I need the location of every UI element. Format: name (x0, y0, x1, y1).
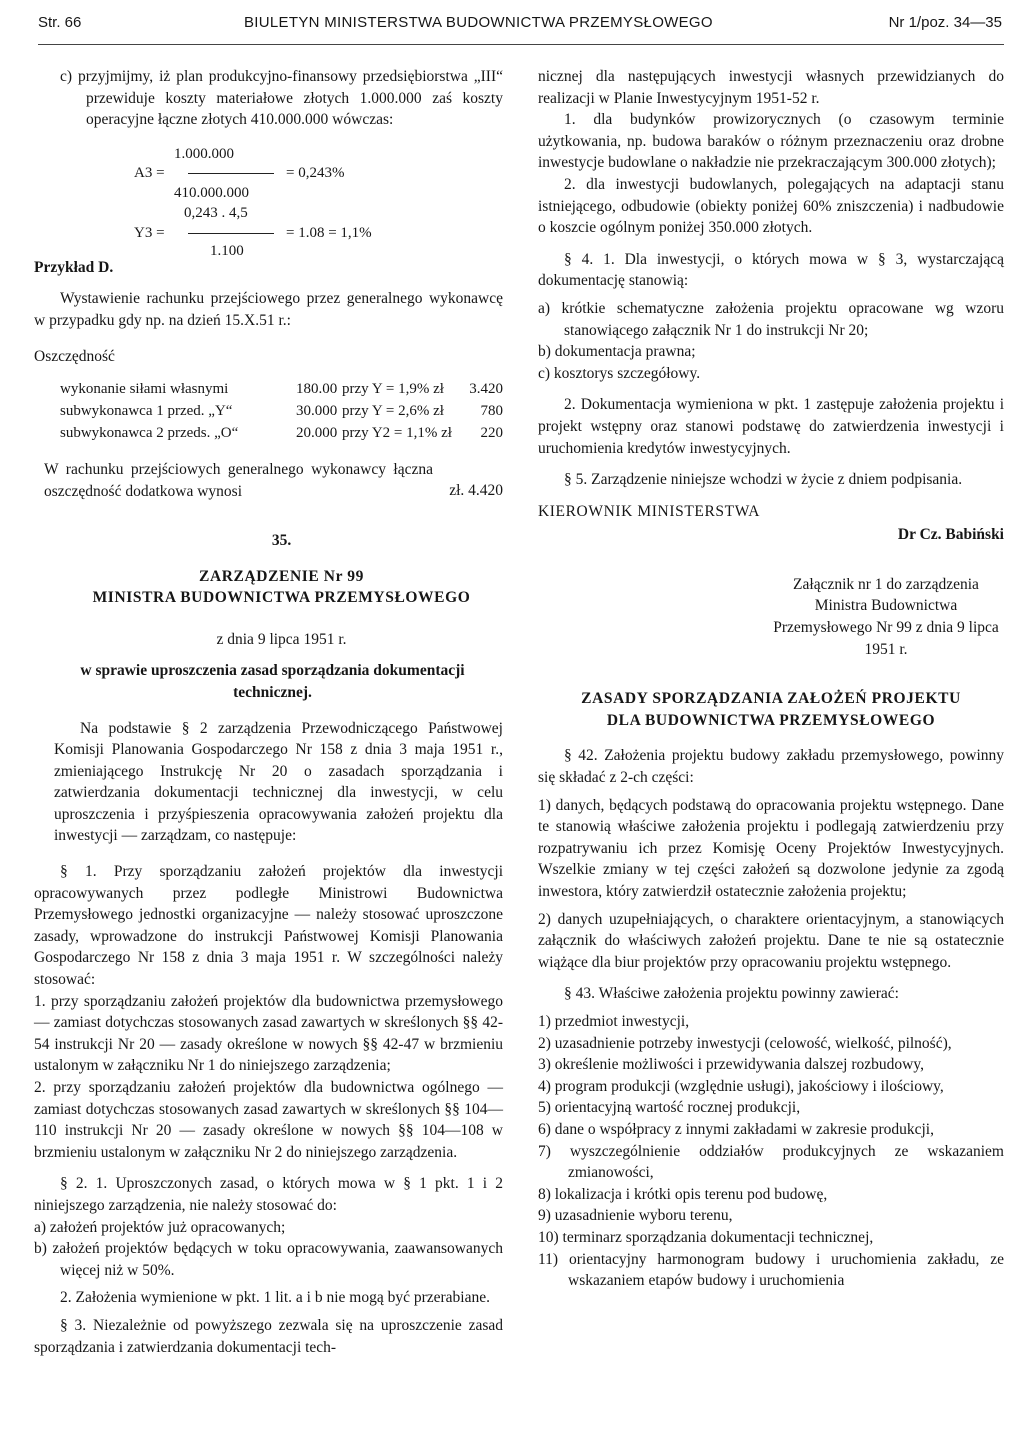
list-item: 3) określenie możliwości i przewidywania dalszej rozbudowy, (538, 1056, 924, 1074)
section-42-point-1: 1) danych, będących podstawą do opracowania projektu wstępnego. Dane te stanowią właściwe założenia projektu i podlegają zatwierdzeniu przy rozpatrywaniu ich przez Komisję Oceny Projektów Inwestycyjnych. Wszelkie zmiany w tej części założeń są dozwolone jedynie za zgodą inwestora, który zatwierdził ostatecznie założenia projektu; (538, 796, 1004, 900)
savings-table (60, 379, 503, 445)
paragraph-3: § 3. Niezależnie od powyższego zezwala się na uproszczenie zasad sporządzania i zatwierdzania dokumentacji tech- (34, 1316, 503, 1356)
annex-title-line-1: ZASADY SPORZĄDZANIA ZAŁOŻEŃ PROJEKTU (581, 690, 961, 708)
list-item: 8) lokalizacja i krótki opis terenu pod budowę, (538, 1185, 828, 1203)
y3-denominator: 1.100 (210, 242, 244, 259)
order-subject: w sprawie uproszczenia zasad sporządzania dokumentacji technicznej. (80, 662, 465, 701)
paragraph-4-b: b) dokumentacja prawna; (538, 343, 696, 361)
paragraph-2: § 2. 1. Uproszczonych zasad, o których mowa w § 1 pkt. 1 i 2 niniejszego zarządzenia, nie należy stosować do: (34, 1175, 503, 1214)
paragraph-1-item-1: 1. przy sporządzaniu założeń projektów dla budownictwa przemysłowego — zamiast dotychczas stosowanych zasad zawartych w skreślonych §§ 42-54 instrukcji Nr 20 — zasady określone w nowych §§ 42-47 w brzmieniu ustalonym w załączniku Nr 1 do niniejszego zarządzenia; (34, 992, 503, 1075)
example-d-label: Przykład D. (34, 258, 114, 276)
list-item: 1) przedmiot inwestycji, (538, 1012, 690, 1030)
list-item: 9) uzasadnienie wyboru terenu, (538, 1207, 733, 1225)
table-row: subwykonawca 2 przeds. „O“ 20.000 przy Y2 = 1,1% zł 220 (60, 425, 503, 442)
running-header (0, 8, 1024, 34)
paragraph-4: § 4. 1. Dla inwestycji, o których mowa w § 3, wystarczającą dokumentację stanowią: (538, 250, 1004, 290)
list-item: 5) orientacyjną wartość rocznej produkcji, (538, 1099, 801, 1117)
savings-total-text: W rachunku przejściowych generalnego wykonawcy łączna oszczędność dodatkowa wynosi (44, 461, 433, 500)
example-c-text: c) przyjmijmy, iż plan produkcyjno-finansowy przedsiębiorstwa „III“ przewiduje koszty materiałowe złotych 1.000.000 zaś koszty operacyjne łączne złotych 410.000.000 wówczas: (60, 68, 503, 129)
list-item: 7) wyszczególnienie oddziałów produkcyjnych ze wskazaniem zmianowości, (538, 1142, 1004, 1182)
y3-result: = 1.08 = 1,1% (286, 224, 372, 241)
y3-numerator: 0,243 . 4,5 (184, 204, 248, 221)
paragraph-4-a: a) krótkie schematyczne założenia projektu opracowane wg wzoru stanowiącego załącznik Nr 1 do instrukcji Nr 20; (538, 299, 1004, 339)
continuation-text: nicznej dla następujących inwestycji własnych przewidzianych do realizacji w Planie Inwestycyjnym 1951-52 r. (538, 68, 1004, 107)
y3-fraction-line (188, 233, 274, 234)
paragraph-2-a: a) założeń projektów już opracowanych; (34, 1218, 286, 1236)
order-issuer: MINISTRA BUDOWNICTWA PRZEMYSŁOWEGO (92, 589, 471, 607)
table-row: subwykonawca 1 przed. „Y“ 30.000 przy Y = 2,6% zł 780 (60, 403, 503, 420)
table-row: wykonanie siłami własnymi 180.00 przy Y = 1,9% zł 3.420 (60, 381, 503, 398)
list-item: 10) terminarz sporządzania dokumentacji technicznej, (538, 1228, 874, 1246)
paragraph-4-point-2: 2. Dokumentacja wymieniona w pkt. 1 zastępuje założenia projektu i projekt wstępny oraz stanowi podstawę do zatwierdzenia inwestycji i uruchomienia kredytów inwestycyjnych. (538, 396, 1004, 457)
page-number: Str. 66 (38, 14, 82, 31)
example-d-text: Wystawienie rachunku przejściowego przez generalnego wykonawcę w przypadku gdy np. na dzień 15.X.51 r.: (34, 290, 503, 329)
paragraph-1-item-2: 2. przy sporządzaniu założeń projektów dla budownictwa ogólnego — zamiast dotychczas stosowanych zasad zawartych w skreślonych §§ 104—110 instrukcji Nr 20 — zasady określone w nowych §§ 104—108 w brzmieniu ustalonym w załączniku Nr 2 do niniejszego zarządzenia. (34, 1079, 503, 1161)
paragraph-4-c: c) kosztorys szczegółowy. (538, 364, 701, 382)
right-point-2: 2. dla inwestycji budowlanych, polegających na adaptacji stanu istniejącego, odbudowie (obiekty poniżej 60% zniszczenia) i nadbudowie o koszcie ogólnym poniżej 350.000 złotych. (538, 175, 1004, 237)
a3-fraction-line (188, 173, 274, 174)
section-42: § 42. Założenia projektu budowy zakładu przemysłowego, powinny się składać z 2-ch części: (538, 747, 1004, 787)
paragraph-2-point-2: 2. Założenia wymienione w pkt. 1 lit. a i b nie mogą być przerabiane. (60, 1289, 490, 1307)
issue-number: Nr 1/poz. 34—35 (888, 14, 1002, 31)
section-42-point-2: 2) danych uzupełniających, o charaktere orientacyjnym, a stanowiących załącznik do właściwych założeń projektu. Dane te nie są ostatecznie wiążące dla biur projektów przy opracowaniu projektu wstępnego. (538, 910, 1004, 971)
list-item: 6) dane o współpracy z innymi zakładami w zakresie produkcji, (538, 1120, 934, 1138)
section-43: § 43. Właściwe założenia projektu powinny zawierać: (564, 985, 899, 1003)
list-item: 2) uzasadnienie potrzeby inwestycji (celowość, wielkość, pilność), (538, 1034, 952, 1052)
right-column (538, 66, 1004, 1292)
a3-denominator: 410.000.000 (174, 184, 249, 201)
list-item: 11) orientacyjny harmonogram budowy i uruchomienia zakładu, ze wskazaniem etapów budowy i uruchomienia (538, 1250, 1004, 1290)
a3-numerator: 1.000.000 (174, 145, 234, 162)
list-item: 4) program produkcji (względnie usługi), jakościowy i ilościowy, (538, 1077, 944, 1095)
paragraph-1: § 1. Przy sporządzaniu założeń projektów dla inwestycji opracowywanych przez podległe Ministrowi Budownictwa Przemysłowego jednostki organizacyjne — należy stosować uproszczone zasady, wprowadzone do instrukcji Państwowej Komisji Planowania Gospodarczego Nr 158 z dnia 3 maja 1951 r. W szczególności należy stosować: (34, 863, 503, 989)
signature-block (538, 501, 1004, 523)
savings-title: Oszczędność (34, 347, 115, 365)
journal-title: BIULETYN MINISTERSTWA BUDOWNICTWA PRZEMYSŁOWEGO (244, 14, 713, 31)
preamble: Na podstawie § 2 zarządzenia Przewodniczącego Państwowej Komisji Planowania Gospodarczego Nr 158 z dnia 3 maja 1951 r., zmieniającego Instrukcję Nr 20 o zasadach sporządzania i zatwierdzania dokumentacji technicznej dla inwestycji, w celu uproszczenia i przyśpieszenia opracowywania założeń projektu dla inwestycji — zarządzam, co następuje: (54, 719, 503, 845)
a3-label: A3 = (134, 164, 165, 181)
right-point-1: 1. dla budynków prowizorycznych (o czasowym terminie użytkowania, np. budowa baraków o różnym przeznaczeniu oraz drobne inwestycje budowlane o nakładzie nie przekraczającym 300.000 złotych); (538, 111, 1004, 172)
section-43-list (538, 1011, 1004, 1292)
savings-total-value: zł. 4.420 (449, 482, 503, 500)
left-column (34, 66, 503, 1358)
signatory-name: Dr Cz. Babiński (897, 526, 1004, 544)
header-rule (38, 44, 1004, 45)
signatory-title: KIEROWNIK MINISTERSTWA (538, 502, 760, 520)
paragraph-2-b: b) założeń projektów będących w toku opracowywania, zaawansowanych więcej niż w 50%. (34, 1240, 503, 1279)
paragraph-5: § 5. Zarządzenie niniejsze wchodzi w życie z dniem podpisania. (564, 471, 963, 489)
section-number: 35. (271, 531, 292, 549)
order-title: ZARZĄDZENIE Nr 99 (199, 567, 364, 585)
formula-block (60, 131, 503, 259)
a3-result: = 0,243% (286, 164, 345, 181)
y3-label: Y3 = (134, 224, 165, 241)
annex-note: Załącznik nr 1 do zarządzenia Ministra Budownictwa Przemysłowego Nr 99 z dnia 9 lipca 1951 r. (773, 575, 999, 658)
annex-title-line-2: DLA BUDOWNICTWA PRZEMYSŁOWEGO (606, 711, 936, 729)
order-date: z dnia 9 lipca 1951 r. (216, 630, 347, 648)
